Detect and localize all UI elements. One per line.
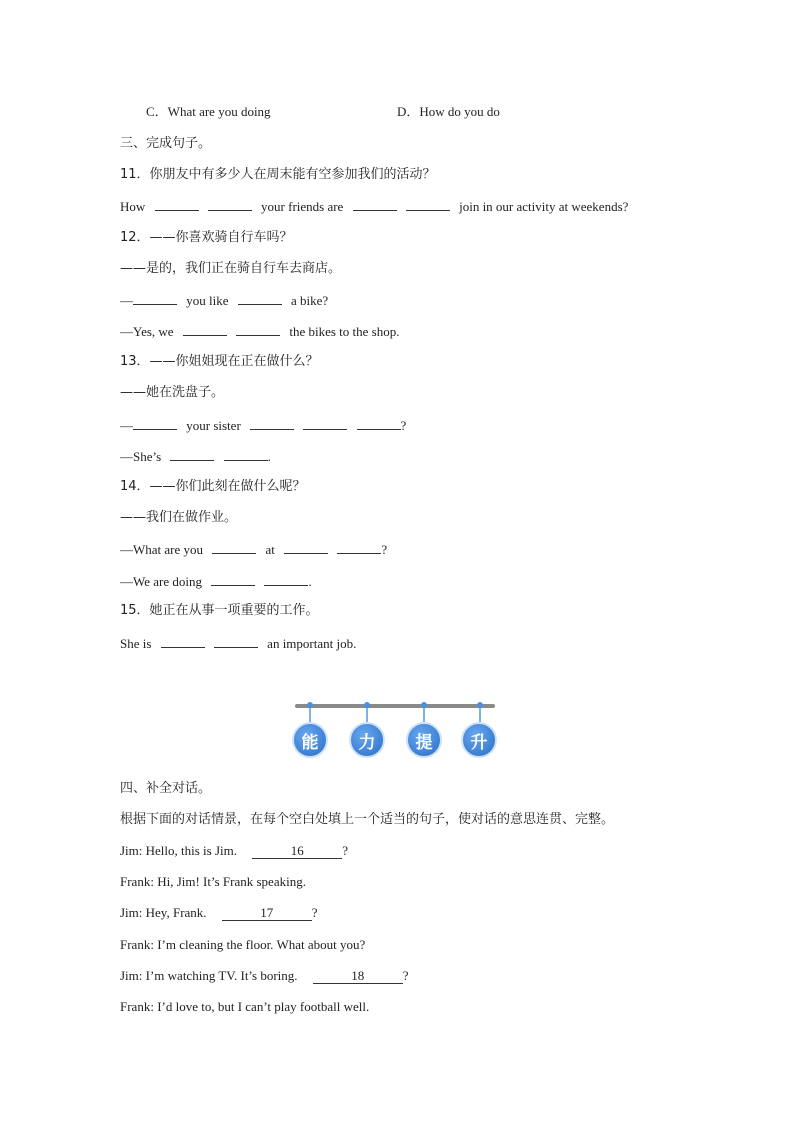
blank[interactable]	[337, 541, 381, 554]
blank[interactable]	[155, 198, 199, 211]
badge-ti: 提	[406, 722, 442, 758]
blank[interactable]	[238, 292, 282, 305]
q11-chinese: 11．你朋友中有多少人在周末能有空参加我们的活动？	[120, 167, 436, 182]
blank[interactable]	[357, 417, 401, 430]
q14-english-answer: —We are doing .	[120, 574, 312, 589]
blank[interactable]	[303, 417, 347, 430]
section4-heading: 四、补全对话。	[120, 781, 212, 796]
q15-chinese: 15．她正在从事一项重要的工作。	[120, 603, 319, 618]
dialogue-line: Frank: I’d love to, but I can’t play football well.	[120, 999, 370, 1014]
option-d: D．How do you do	[397, 104, 500, 119]
q13-chinese-answer: ——她在洗盘子。	[120, 385, 225, 400]
blank[interactable]	[170, 448, 214, 461]
blank[interactable]	[183, 323, 227, 336]
blank[interactable]	[406, 198, 450, 211]
blank-17[interactable]: 17	[222, 907, 312, 921]
badge-li: 力	[349, 722, 385, 758]
q12-english-answer: —Yes, we the bikes to the shop.	[120, 324, 400, 339]
blank[interactable]	[208, 198, 252, 211]
section3-heading: 三、完成句子。	[120, 136, 212, 151]
blank[interactable]	[212, 541, 256, 554]
q11-english: How your friends are join in our activity at weekends?	[120, 199, 629, 214]
blank[interactable]	[236, 323, 280, 336]
q13-chinese: 13．——你姐姐现在正在做什么？	[120, 354, 319, 369]
dialogue-line: Jim: I’m watching TV. It’s boring. 18 ?	[120, 968, 409, 983]
dialogue-line: Frank: I’m cleaning the floor. What about you?	[120, 937, 366, 952]
blank-18[interactable]: 18	[313, 970, 403, 984]
q12-chinese: 12．——你喜欢骑自行车吗？	[120, 230, 293, 245]
badge-neng: 能	[292, 722, 328, 758]
blank[interactable]	[214, 635, 258, 648]
dialogue-line: Frank: Hi, Jim! It’s Frank speaking.	[120, 874, 306, 889]
blank[interactable]	[161, 635, 205, 648]
q12-chinese-answer: ——是的，我们正在骑自行车去商店。	[120, 261, 342, 276]
banner-stem	[309, 708, 311, 722]
option-c: C．What are you doing	[146, 104, 271, 119]
dialogue-line: Jim: Hey, Frank. 17 ?	[120, 905, 318, 920]
blank[interactable]	[284, 541, 328, 554]
q15-english: She is an important job.	[120, 636, 357, 651]
blank[interactable]	[224, 448, 268, 461]
blank[interactable]	[133, 417, 177, 430]
blank[interactable]	[250, 417, 294, 430]
banner-stem	[366, 708, 368, 722]
badge-sheng: 升	[461, 722, 497, 758]
blank[interactable]	[211, 573, 255, 586]
q14-chinese: 14．——你们此刻在做什么呢？	[120, 479, 306, 494]
banner-bar	[295, 704, 495, 708]
banner-stem	[479, 708, 481, 722]
blank[interactable]	[133, 292, 177, 305]
q14-chinese-answer: ——我们在做作业。	[120, 510, 238, 525]
q12-english-question: — you like a bike?	[120, 293, 329, 308]
q14-english-question: —What are you at ?	[120, 542, 388, 557]
blank-16[interactable]: 16	[252, 845, 342, 859]
dialogue-line: Jim: Hello, this is Jim. 16 ?	[120, 843, 349, 858]
section4-instruction: 根据下面的对话情景，在每个空白处填上一个适当的句子，使对话的意思连贯、完整。	[120, 812, 615, 827]
ability-banner	[291, 700, 501, 762]
banner-stem	[423, 708, 425, 722]
blank[interactable]	[264, 573, 308, 586]
q13-english-answer: —She’s .	[120, 449, 271, 464]
blank[interactable]	[353, 198, 397, 211]
q13-english-question: — your sister ?	[120, 418, 407, 433]
